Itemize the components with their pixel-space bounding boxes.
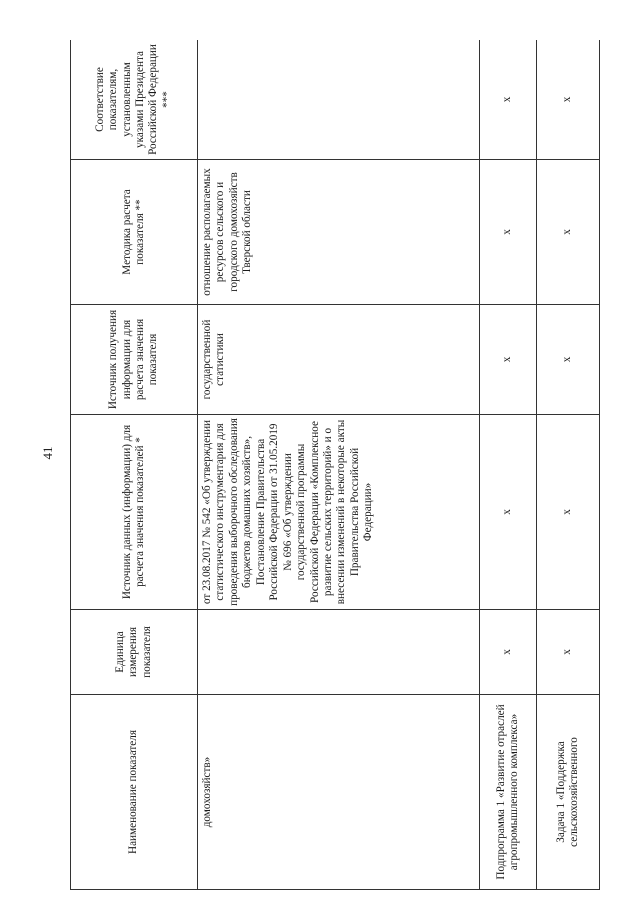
cell-method: х: [480, 160, 537, 305]
rotated-table-sheet: [70, 40, 620, 890]
cell-indicator-name: домохозяйств»: [198, 695, 480, 890]
table-row: [480, 40, 537, 890]
cell-unit: х: [537, 610, 600, 695]
page-number: 41: [40, 446, 55, 460]
table-row: [198, 40, 480, 890]
cell-unit: [198, 610, 480, 695]
header-unit: Единица измерения показателя: [71, 610, 198, 695]
header-info-source: Источник получения информации для расчета значения показателя: [71, 305, 198, 415]
cell-info-source: х: [537, 305, 600, 415]
cell-method: отношение располагаемых ресурсов сельского и городского домохозяйств Тверской области: [198, 160, 480, 305]
rotated-table-frame: [70, 40, 620, 890]
header-compliance: Соответствие показателям, установленным указами Президента Российской Федерации ***: [71, 40, 198, 160]
cell-compliance: х: [480, 40, 537, 160]
header-method: Методика расчета показателя **: [71, 160, 198, 305]
cell-indicator-name: Подпрограмма 1 «Развитие отраслей агропромышленного комплекса»: [480, 695, 537, 890]
table-header-row: [71, 40, 198, 890]
cell-info-source: государственной статистики: [198, 305, 480, 415]
cell-data-source: х: [480, 415, 537, 610]
cell-data-source: х: [537, 415, 600, 610]
table-row: [537, 40, 600, 890]
header-data-source: Источник данных (информации) для расчета значения показателей *: [71, 415, 198, 610]
cell-unit: х: [480, 610, 537, 695]
cell-info-source: х: [480, 305, 537, 415]
indicators-table: [70, 40, 600, 890]
cell-compliance: х: [537, 40, 600, 160]
cell-data-source: от 23.08.2017 № 542 «Об утверждении статистического инструментария для проведения выборочного обследования бюджетов домашних хозяйств», Постановление Правительства Российской Федерации от 31.05.2019 № 696 «Об утверждении государственной программы Российской Федерации «Комплексное развитие сельских территорий» и о внесении изменений в некоторые акты Правительства Российской Федерации»: [198, 415, 480, 610]
header-indicator-name: Наименование показателя: [71, 695, 198, 890]
cell-method: х: [537, 160, 600, 305]
cell-compliance: [198, 40, 480, 160]
cell-indicator-name: Задача 1 «Поддержка сельскохозяйственного: [537, 695, 600, 890]
